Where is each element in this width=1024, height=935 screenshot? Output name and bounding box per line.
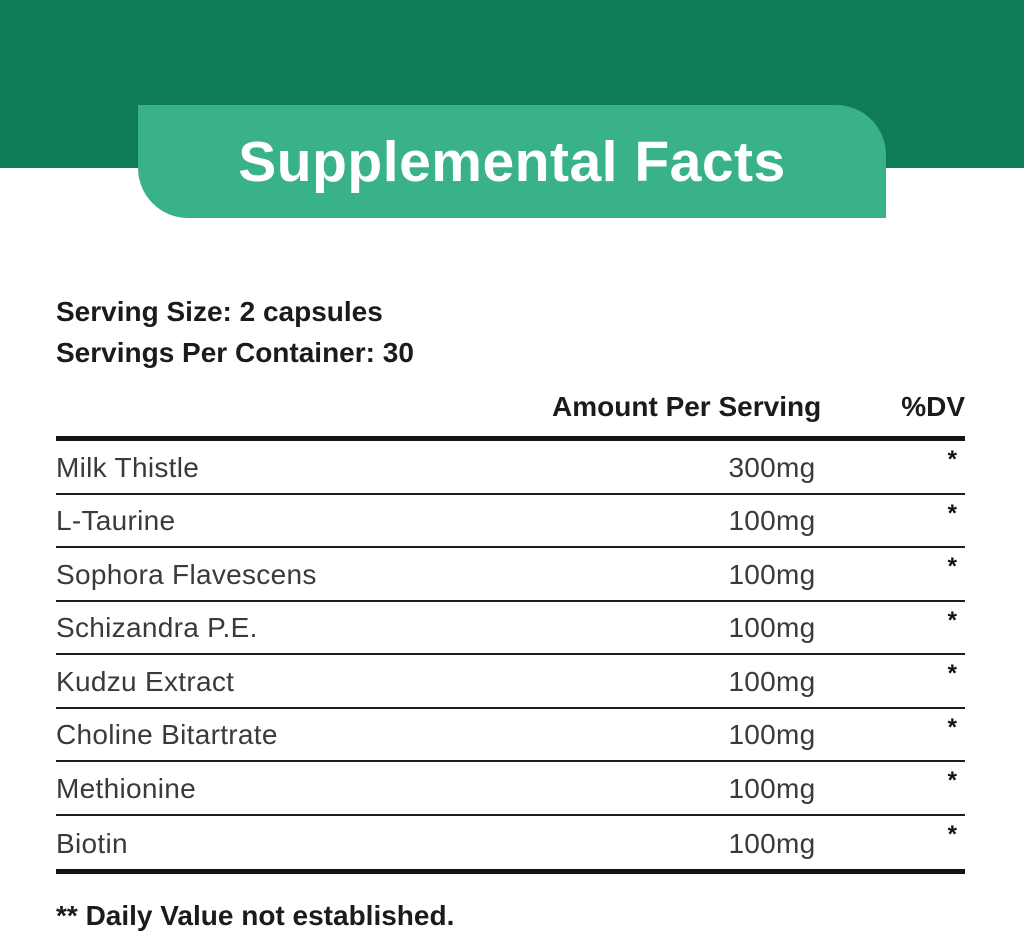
percent-dv-header: %DV (901, 391, 965, 422)
ingredient-dv-asterisk: * (947, 713, 957, 741)
ingredient-name: Biotin (56, 828, 128, 859)
table-row (56, 548, 965, 602)
servings-per-container-line: Servings Per Container: 30 (56, 337, 414, 368)
ingredient-amount: 100mg (728, 772, 816, 804)
ingredient-amount: 100mg (728, 558, 816, 590)
ingredient-dv-asterisk: * (947, 499, 957, 527)
ingredient-dv-asterisk: * (947, 606, 957, 634)
ingredient-table (56, 441, 965, 869)
table-row (56, 441, 965, 495)
ingredient-dv-asterisk: * (947, 820, 957, 848)
table-row (56, 602, 965, 656)
ingredient-amount: 300mg (728, 451, 816, 483)
table-row (56, 655, 965, 709)
ingredient-name: Methionine (56, 772, 196, 804)
ingredient-name: Schizandra P.E. (56, 612, 258, 643)
label-title: Supplemental Facts (238, 129, 786, 194)
ingredient-dv-asterisk: * (947, 660, 957, 687)
ingredient-amount: 100mg (728, 719, 816, 750)
ingredient-dv-asterisk: * (947, 446, 957, 473)
table-row (56, 816, 965, 870)
table-column-headers (56, 390, 965, 423)
ingredient-name: Choline Bitartrate (56, 719, 278, 750)
table-row (56, 495, 965, 549)
table-row (56, 762, 965, 816)
ingredient-amount: 100mg (728, 665, 816, 697)
ingredient-amount: 100mg (728, 612, 816, 643)
serving-info (56, 291, 965, 373)
table-bottom-rule (56, 869, 965, 874)
ingredient-amount: 100mg (728, 828, 816, 859)
daily-value-footnote: ** Daily Value not established. (56, 900, 455, 931)
amount-per-serving-header: Amount Per Serving (552, 391, 822, 422)
serving-size-line: Serving Size: 2 capsules (56, 296, 383, 327)
ingredient-name: Milk Thistle (56, 451, 200, 483)
facts-panel (56, 0, 965, 932)
ingredient-dv-asterisk: * (947, 553, 957, 580)
table-row (56, 709, 965, 763)
ingredient-dv-asterisk: * (947, 767, 957, 794)
ingredient-amount: 100mg (728, 505, 816, 536)
ingredient-name: L-Taurine (56, 505, 176, 536)
ingredient-name: Kudzu Extract (56, 665, 235, 697)
ingredient-name: Sophora Flavescens (56, 558, 317, 590)
